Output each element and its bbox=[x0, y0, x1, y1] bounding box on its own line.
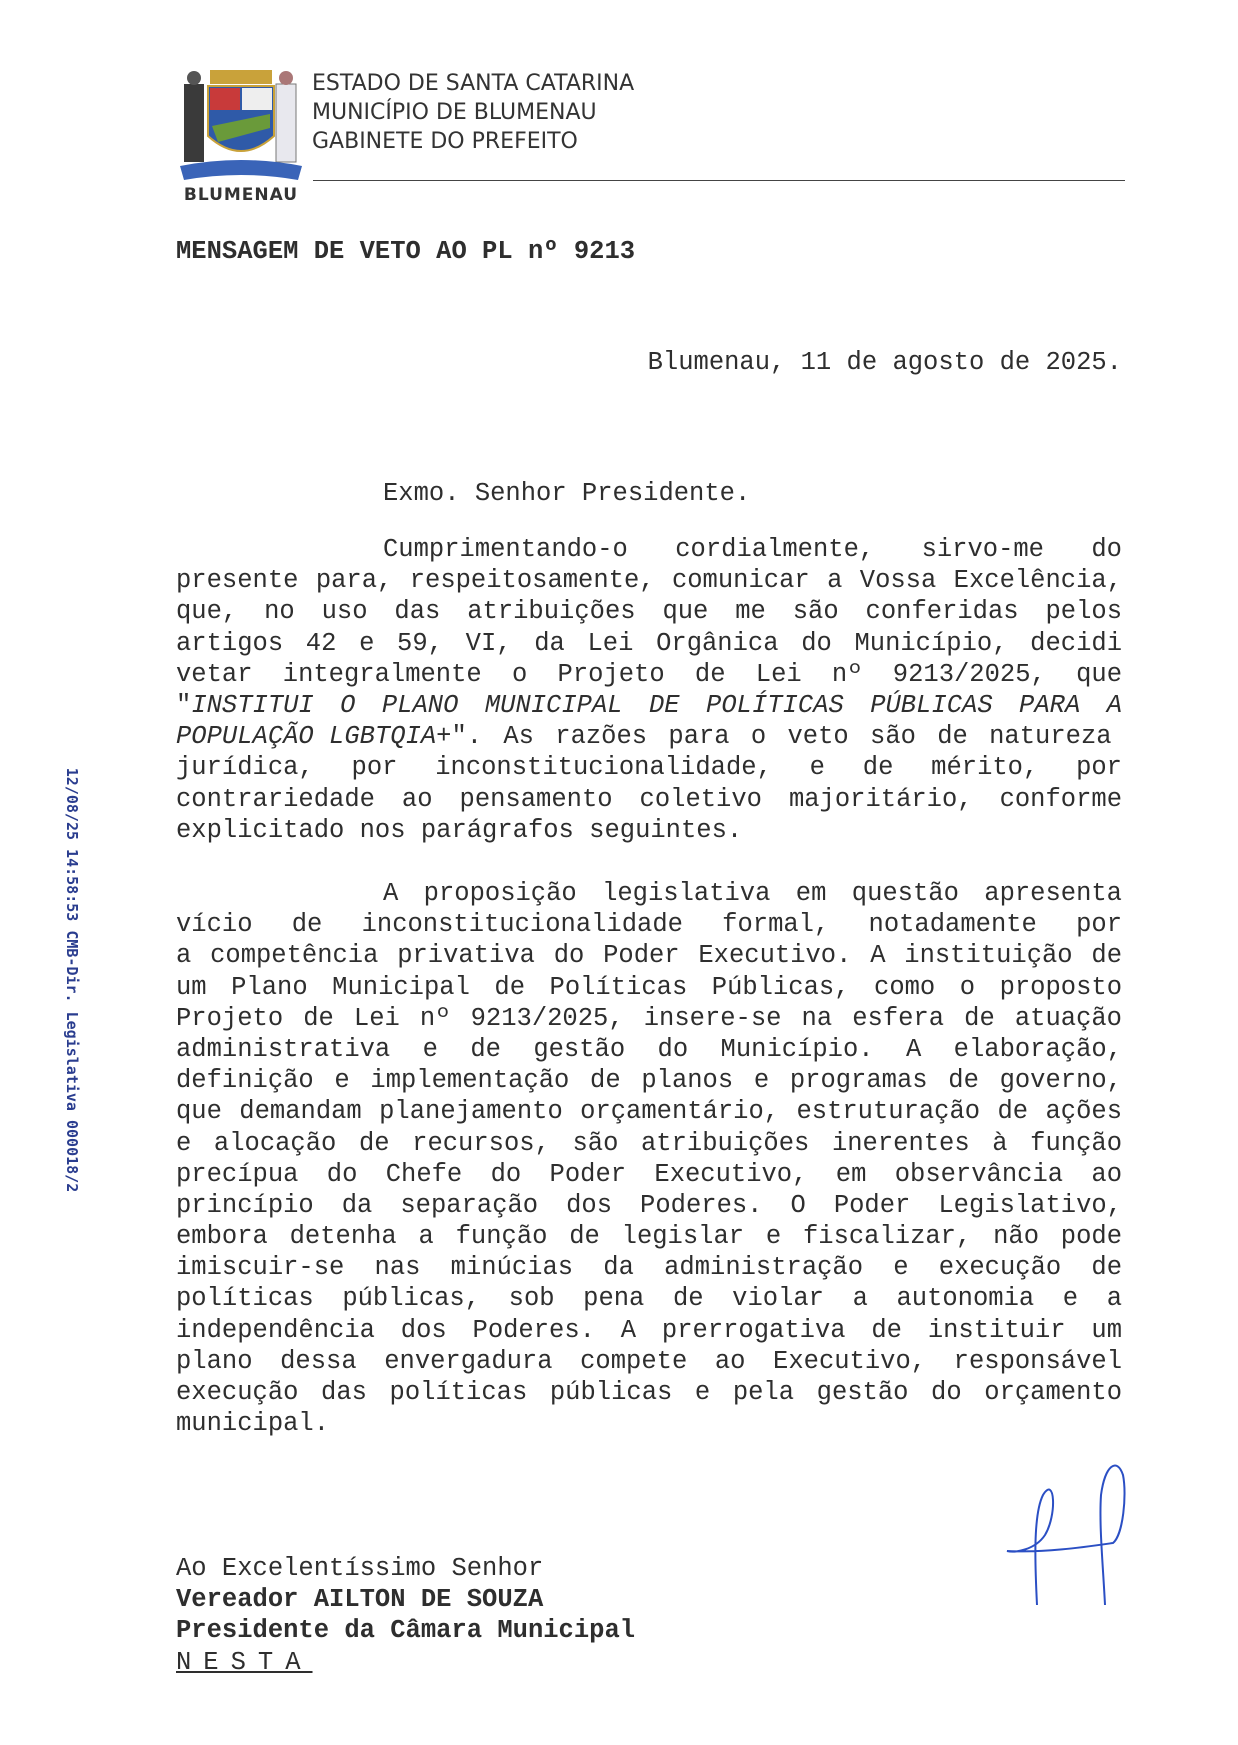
addressee-title: Presidente da Câmara Municipal bbox=[176, 1616, 636, 1646]
text-line: princípio da separação dos Poderes. O Poder Legislativo, bbox=[176, 1190, 1122, 1220]
addressee-location: NESTA bbox=[176, 1647, 313, 1677]
document-date: Blumenau, 11 de agosto de 2025. bbox=[647, 348, 1122, 377]
text-line: Cumprimentando-o cordialmente, sirvo-me do bbox=[383, 535, 1122, 564]
text-line: e alocação de recursos, são atribuições inerentes à função bbox=[176, 1128, 1122, 1158]
text-line: a competência privativa do Poder Executivo. A instituição de bbox=[176, 941, 1122, 971]
municipal-coat-of-arms-logo bbox=[178, 66, 304, 208]
text-line: administrativa e de gestão do Município. A elaboração, bbox=[176, 1034, 1122, 1064]
addressee-intro: Ao Excelentíssimo Senhor bbox=[176, 1554, 544, 1583]
text-line: embora detenha a função de legislar e fiscalizar, não pode bbox=[176, 1222, 1122, 1252]
bill-title-italic: INSTITUI O PLANO MUNICIPAL DE POLÍTICAS PÚBLICAS PARA A bbox=[191, 690, 1122, 720]
protocol-stamp bbox=[52, 767, 92, 1193]
header-divider bbox=[313, 180, 1125, 181]
text-line: precípua do Chefe do Poder Executivo, em observância ao bbox=[176, 1159, 1122, 1189]
text-line: que demandam planejamento orçamentário, estruturação de ações bbox=[176, 1097, 1122, 1127]
text-line: vetar integralmente o Projeto de Lei nº 9213/2025, que bbox=[176, 659, 1122, 689]
paragraph-1 bbox=[176, 534, 1122, 846]
bill-title-italic: POPULAÇÃO LGBTQIA+ bbox=[176, 722, 452, 752]
addressee-block bbox=[176, 1553, 635, 1678]
text-line: plano dessa envergadura compete ao Executivo, responsável bbox=[176, 1346, 1122, 1376]
text-line bbox=[176, 721, 1122, 752]
protocol-stamp-text: 12/08/25 14:58:53 CMB-Dir. Legislativa 000018/2 bbox=[63, 767, 81, 1193]
text-line: políticas públicas, sob pena de violar a autonomia e a bbox=[176, 1284, 1122, 1314]
salutation: Exmo. Senhor Presidente. bbox=[383, 479, 751, 508]
text-line: explicitado nos parágrafos seguintes. bbox=[176, 815, 743, 845]
header-municipality: MUNICÍPIO DE BLUMENAU bbox=[312, 100, 597, 125]
document-title: MENSAGEM DE VETO AO PL nº 9213 bbox=[176, 237, 636, 266]
text-line: artigos 42 e 59, VI, da Lei Orgânica do Município, decidi bbox=[176, 628, 1122, 658]
text-line: independência dos Poderes. A prerrogativa de instituir um bbox=[176, 1315, 1122, 1345]
text-line: jurídica, por inconstitucionalidade, e de mérito, por bbox=[176, 753, 1122, 783]
text-line: um Plano Municipal de Políticas Públicas, como o proposto bbox=[176, 972, 1122, 1002]
text-line: imiscuir-se nas minúcias da administração e execução de bbox=[176, 1253, 1122, 1283]
paragraph-2 bbox=[176, 878, 1122, 1439]
text-line: vício de inconstitucionalidade formal, notadamente por bbox=[176, 910, 1122, 940]
text-line bbox=[176, 690, 1122, 721]
text-line: presente para, respeitosamente, comunicar a Vossa Excelência, bbox=[176, 566, 1122, 596]
handwritten-signature bbox=[1005, 1455, 1155, 1610]
text-line: municipal. bbox=[176, 1409, 330, 1439]
text-line: definição e implementação de planos e programas de governo, bbox=[176, 1066, 1122, 1096]
svg-text:BLUMENAU: BLUMENAU bbox=[183, 185, 299, 205]
text-line: A proposição legislativa em questão apresenta bbox=[383, 879, 1122, 908]
text-line: execução das políticas públicas e pela gestão do orçamento bbox=[176, 1378, 1122, 1407]
addressee-name: Vereador AILTON DE SOUZA bbox=[176, 1585, 544, 1615]
text-line: contrariedade ao pensamento coletivo majoritário, conforme bbox=[176, 784, 1122, 814]
header-office: GABINETE DO PREFEITO bbox=[312, 129, 578, 154]
text-line: que, no uso das atribuições que me são conferidas pelos bbox=[176, 597, 1122, 627]
text-line: Projeto de Lei nº 9213/2025, insere-se na esfera de atuação bbox=[176, 1003, 1122, 1033]
header-state: ESTADO DE SANTA CATARINA bbox=[312, 71, 635, 96]
text-segment: ". As razões para o veto são de natureza bbox=[451, 722, 1112, 752]
quote-mark: " bbox=[176, 690, 192, 720]
